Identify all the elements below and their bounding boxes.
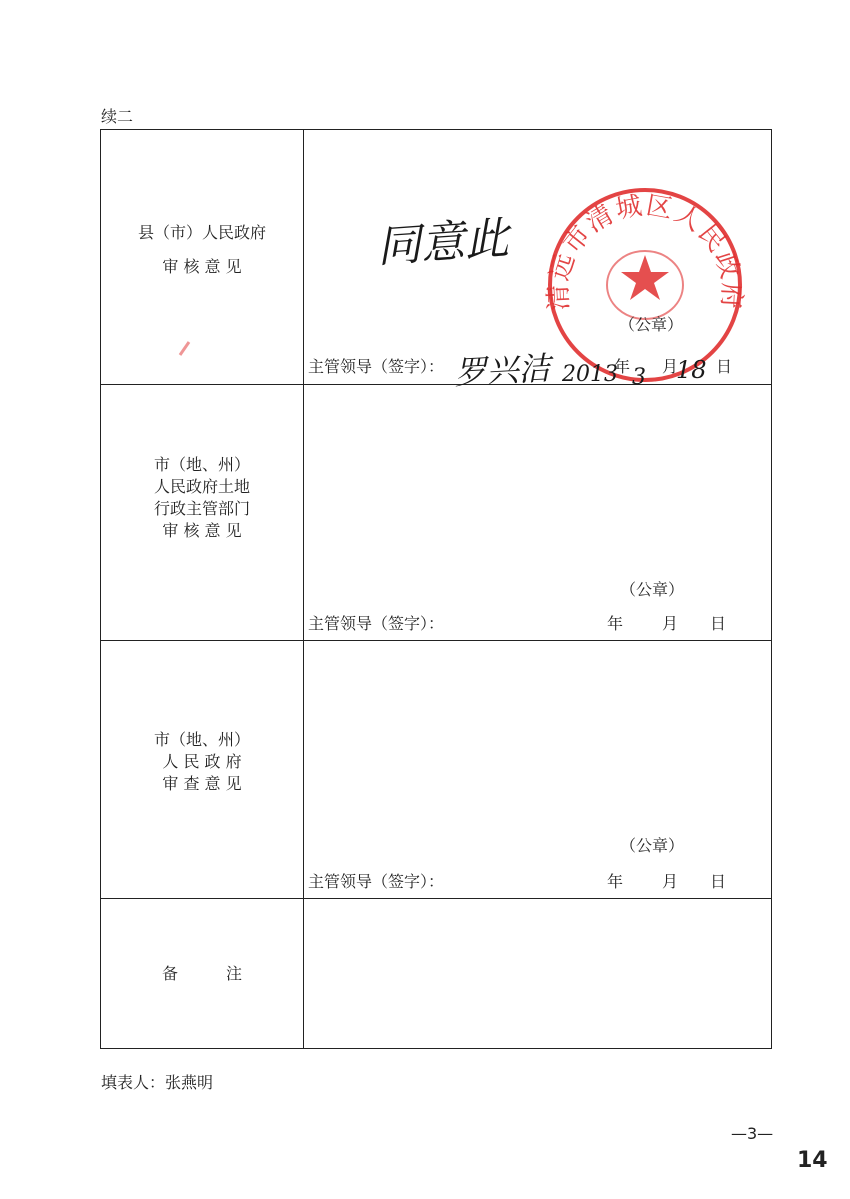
sheet-number: 14	[797, 1148, 828, 1173]
seal-label: （公章）	[620, 836, 685, 855]
label-line: 人 民 政 府	[162, 752, 242, 771]
form-filler: 填表人：张燕明	[101, 1073, 214, 1092]
day-label: 日	[710, 614, 727, 633]
month-label: 月	[662, 872, 679, 891]
star-icon	[621, 255, 669, 300]
signature: 罗兴洁	[453, 349, 552, 392]
label-line: 市（地、州）	[153, 455, 250, 474]
year-label: 年	[607, 872, 624, 891]
seal-text: 清远市清城区人民政府	[543, 190, 747, 312]
label-line: 审 查 意 见	[162, 774, 242, 793]
label-line: 县（市）人民政府	[137, 223, 266, 242]
handwritten-opinion	[375, 213, 514, 273]
year-label: 年	[607, 614, 624, 633]
sign-label: 主管领导（签字）：	[308, 872, 445, 891]
handwritten-year: 2013	[562, 362, 618, 387]
sign-label: 主管领导（签字）：	[308, 357, 445, 376]
sign-label: 主管领导（签字）：	[308, 614, 445, 633]
label-line: 审 核 意 见	[162, 521, 242, 540]
label-line: 行政主管部门	[153, 499, 250, 518]
label-line: 市（地、州）	[153, 730, 250, 749]
seal-label: （公章）	[620, 580, 685, 599]
continuation-label: 续二	[101, 107, 134, 126]
month-label: 月	[662, 357, 679, 376]
seal-label: （公章）	[619, 315, 684, 334]
handwritten-month: 3	[632, 365, 646, 390]
month-label: 月	[662, 614, 679, 633]
ink-mark	[180, 342, 189, 355]
page-number: —3—	[731, 1124, 774, 1143]
label-line: 人民政府土地	[153, 477, 250, 496]
day-label: 日	[710, 872, 727, 891]
handwritten-opinion-text: 同意此	[375, 212, 511, 273]
year-label: 年	[614, 357, 631, 376]
handwritten-day: 18	[676, 356, 707, 384]
label-line: 备 注	[161, 964, 242, 983]
day-label: 日	[716, 357, 733, 376]
official-seal	[543, 190, 746, 380]
label-line: 审 核 意 见	[162, 257, 242, 276]
